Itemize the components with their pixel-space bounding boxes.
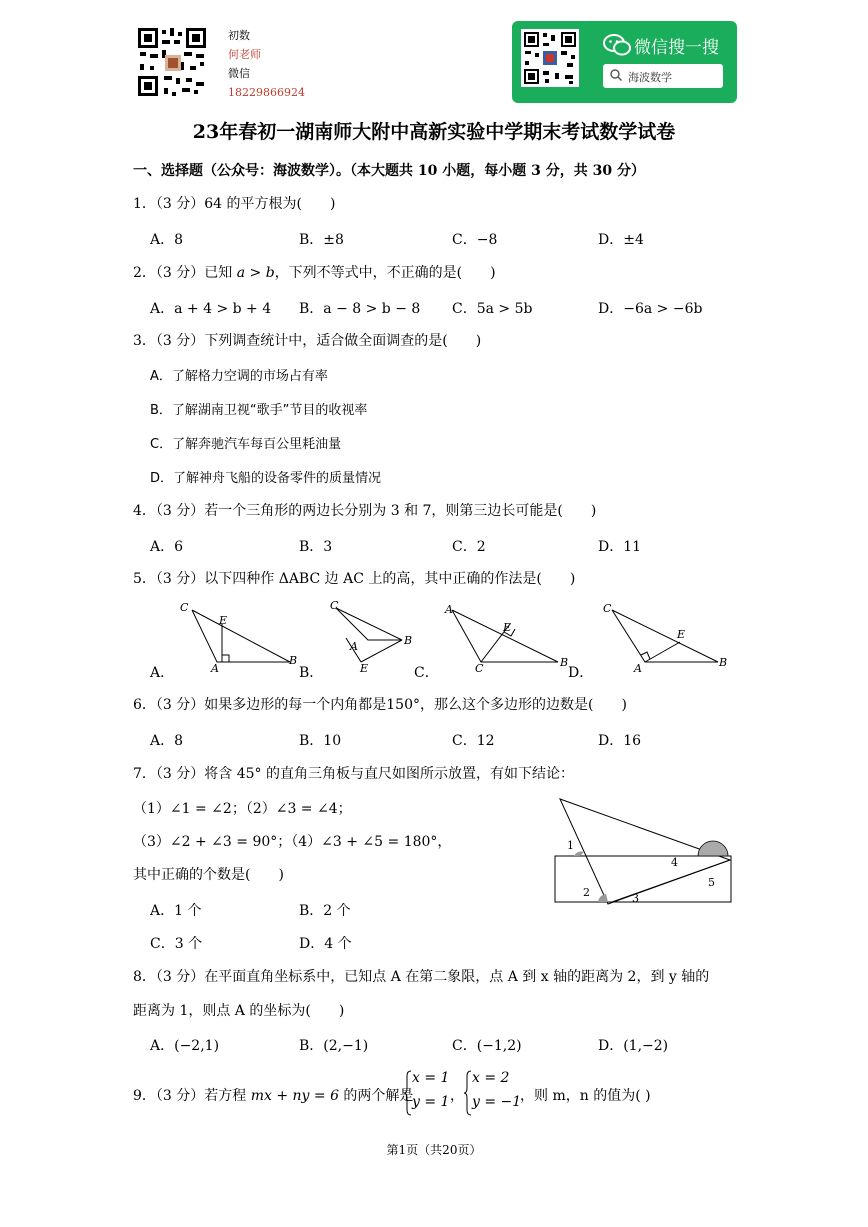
- comma: ，: [450, 1088, 464, 1104]
- option-c: C．(−1,2): [452, 1038, 522, 1054]
- ruler-triangle-figure: [548, 794, 738, 908]
- option-c: C．了解奔驰汽车每百公里耗油量: [150, 437, 342, 452]
- question-2-stem: [133, 262, 496, 282]
- label-b: B: [404, 634, 413, 647]
- label-a: A: [211, 662, 219, 675]
- option-a: A．a + 4 > b + 4: [150, 301, 272, 317]
- angle-3-label: 3: [632, 892, 639, 905]
- teacher-contact: [228, 26, 305, 102]
- question-4-stem: 4．（3 分）若一个三角形的两边长分别为 3 和 7，则第三边长可能是( ): [133, 503, 597, 519]
- question-8-line2: 距离为 1，则点 A 的坐标为( ): [133, 1003, 345, 1019]
- equation: mx + ny = 6: [250, 1088, 339, 1104]
- question-9-stem-start: [133, 1085, 413, 1105]
- system-2-eq2: y = −1: [472, 1094, 522, 1110]
- stem-text: ，下列不等式中，不正确的是( ): [274, 265, 496, 281]
- question-7-stem: 7．（3 分）将含 45° 的直角三角板与直尺如图所示放置，有如下结论：: [133, 766, 574, 782]
- question-8-line1: 8．（3 分）在平面直角坐标系中，已知点 A 在第二象限，点 A 到 x 轴的距离为 2，到 y 轴的: [133, 969, 710, 985]
- option-a: A．1 个: [150, 903, 202, 919]
- figure-b-triangle: [336, 608, 402, 640]
- triangle-figures: [170, 598, 740, 678]
- question-9-stem-end: ，则 m，n 的值为( ): [520, 1088, 651, 1104]
- option-c: C．3 个: [150, 936, 203, 952]
- option-b: B．(2,−1): [299, 1038, 369, 1054]
- wechat-logo-icon: [603, 34, 631, 56]
- label-c: C: [180, 601, 189, 614]
- wechat-search-title: 微信搜一搜: [634, 38, 719, 58]
- question-5-stem: 5．（3 分）以下四种作 ΔABC 边 AC 上的高，其中正确的作法是( ): [133, 571, 576, 587]
- question-6-stem: 6．（3 分）如果多边形的每一个内角都是150°，那么这个多边形的边数是( ): [133, 697, 627, 713]
- angle-2-arc: [598, 894, 608, 902]
- label-b: B: [289, 654, 298, 667]
- stem-text: 9．（3 分）若方程: [133, 1088, 251, 1104]
- option-c: C．5a > 5b: [452, 301, 533, 317]
- teacher-name: 何老师: [228, 48, 261, 61]
- figure-b-height: [361, 640, 402, 662]
- figure-d-height: [645, 642, 680, 662]
- option-d: D．4 个: [299, 936, 352, 952]
- option-d: D．(1,−2): [598, 1038, 669, 1054]
- angle-4-5-arc: [698, 841, 728, 856]
- option-a: A．6: [150, 539, 184, 555]
- conclusion-3-4: （3）∠2 + ∠3 = 90°；（4）∠3 + ∠5 = 180°，: [133, 834, 452, 850]
- section-heading: 一、选择题（公众号：海波数学）。（本大题共 10 小题，每小题 3 分，共 30 分）: [133, 163, 645, 179]
- option-c: C．12: [452, 733, 495, 749]
- math-expression: a > b: [236, 265, 275, 281]
- option-b: B．: [299, 665, 324, 681]
- option-a: A．8: [150, 733, 184, 749]
- option-a: A．: [150, 665, 175, 681]
- figure-c-triangle: [452, 610, 558, 662]
- label-a: A: [445, 603, 453, 616]
- label-b: B: [719, 656, 728, 669]
- brace-icon: [464, 1070, 472, 1116]
- system-2-eq1: x = 2: [472, 1070, 510, 1086]
- option-d: D．: [568, 665, 594, 681]
- teacher-note-line: 微信: [228, 67, 250, 80]
- conclusion-1-2: （1）∠1 = ∠2；（2）∠3 = ∠4；: [133, 801, 352, 817]
- option-d: D．±4: [598, 232, 644, 248]
- option-d: D．了解神舟飞船的设备零件的质量情况: [150, 471, 382, 486]
- option-d: D．−6a > −6b: [598, 301, 703, 317]
- angle-5-label: 5: [708, 876, 715, 889]
- wechat-search-text: 海波数学: [628, 71, 672, 84]
- option-b: B．了解湖南卫视“歌手”节目的收视率: [150, 403, 368, 418]
- option-b: B．2 个: [299, 903, 351, 919]
- label-c: C: [475, 662, 484, 675]
- label-e: E: [677, 628, 686, 641]
- brace-icon: [404, 1070, 412, 1116]
- option-c: C．: [414, 665, 439, 681]
- option-b: B．a − 8 > b − 8: [299, 301, 421, 317]
- label-b: B: [560, 656, 569, 669]
- system-1-eq1: x = 1: [412, 1070, 450, 1086]
- angle-2-label: 2: [583, 886, 590, 899]
- option-d: D．16: [598, 733, 642, 749]
- option-a: A．了解格力空调的市场占有率: [150, 369, 328, 384]
- page-title: 23年春初一湖南师大附中高新实验中学期末考试数学试卷: [192, 121, 676, 143]
- label-a: A: [350, 640, 358, 653]
- label-c: C: [603, 602, 612, 615]
- figure-d-triangle: [612, 610, 718, 662]
- option-b: B．10: [299, 733, 342, 749]
- label-e: E: [503, 621, 512, 634]
- option-c: C．−8: [452, 232, 498, 248]
- teacher-phone: 18229866924: [228, 86, 305, 99]
- option-c: C．2: [452, 539, 486, 555]
- option-a: A．(−2,1): [150, 1038, 220, 1054]
- qr-code-right: [521, 29, 579, 87]
- label-e: E: [219, 614, 228, 627]
- search-icon: [609, 68, 623, 82]
- teacher-note-line: 初数: [228, 29, 250, 42]
- angle-1-arc: [574, 851, 584, 856]
- question-7-ask: 其中正确的个数是( ): [133, 867, 284, 883]
- question-1-stem: 1．（3 分）64 的平方根为( ): [133, 196, 336, 212]
- option-b: B．±8: [299, 232, 344, 248]
- system-1-eq2: y = 1: [412, 1094, 450, 1110]
- qr-code-left: [136, 26, 208, 98]
- option-a: A．8: [150, 232, 184, 248]
- stem-text: 2．（3 分）已知: [133, 265, 237, 281]
- label-c: C: [330, 599, 339, 612]
- option-b: B．3: [299, 539, 333, 555]
- label-e: E: [360, 662, 369, 675]
- option-d: D．11: [598, 539, 642, 555]
- angle-1-label: 1: [567, 839, 574, 852]
- label-a: A: [634, 662, 642, 675]
- figure-a-triangle: [192, 610, 290, 662]
- ruler: [555, 856, 731, 902]
- angle-4-label: 4: [671, 856, 678, 869]
- page-number: 第1页（共20页）: [386, 1143, 482, 1157]
- question-3-stem: 3．（3 分）下列调查统计中，适合做全面调查的是( ): [133, 333, 482, 349]
- stem-text: 的两个解是: [338, 1088, 414, 1104]
